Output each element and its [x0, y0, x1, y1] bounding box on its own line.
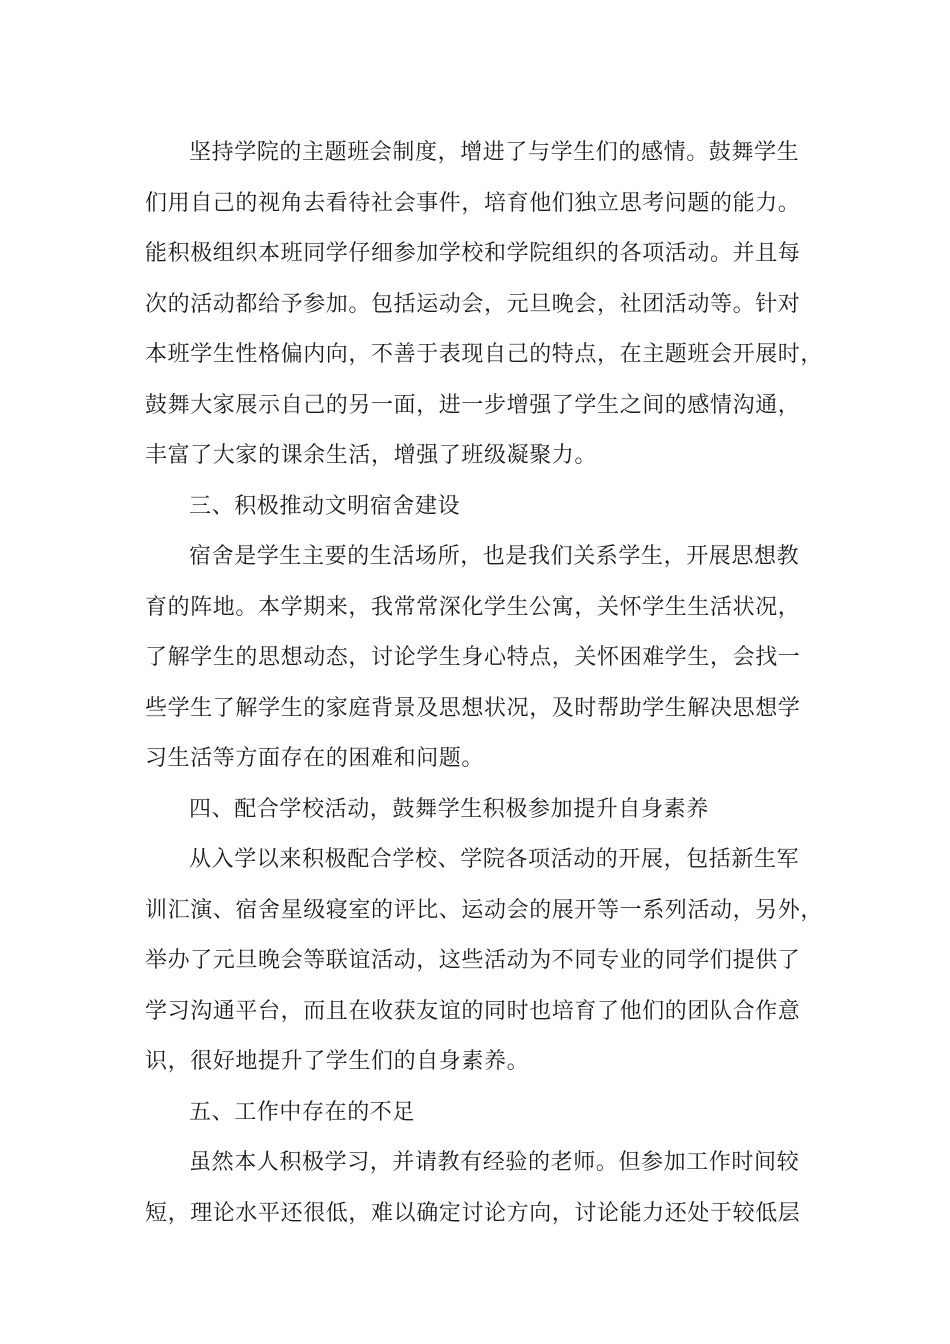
section-heading [145, 482, 825, 533]
text-line: 训汇演、宿舍星级寝室的评比、运动会的展开等一系列活动，另外， [145, 897, 824, 923]
document-body [145, 128, 825, 1239]
paragraph [145, 1138, 825, 1239]
text-line: 次的活动都给予参加。包括运动会，元旦晚会，社团活动等。针对 [145, 291, 801, 317]
text-line: 宿舍是学生主要的生活场所，也是我们关系学生，开展思想教 [189, 544, 800, 569]
paragraph [145, 835, 825, 1088]
paragraph [145, 128, 825, 482]
text-line: 丰富了大家的课余生活，增强了班级凝聚力。 [145, 443, 598, 468]
heading-text: 五、工作中存在的不足 [189, 1099, 416, 1125]
heading-text: 四、配合学校活动，鼓舞学生积极参加提升自身素养 [189, 796, 709, 822]
text-line: 了解学生的思想动态，讨论学生身心特点，关怀困难学生，会找一 [145, 645, 801, 670]
text-line: 短，理论水平还很低，难以确定讨论方向，讨论能力还处于较低层 [145, 1200, 801, 1226]
text-line: 习生活等方面存在的困难和问题。 [145, 746, 485, 771]
text-line: 坚持学院的主题班会制度，增进了与学生们的感情。鼓舞学生 [189, 140, 800, 165]
heading-text: 三、积极推动文明宿舍建设 [189, 493, 461, 519]
text-line: 从入学以来积极配合学校、学院各项活动的开展，包括新生军 [189, 847, 800, 872]
text-line: 育的阵地。本学期来，我常常深化学生公寓，关怀学生生活状况， [145, 594, 801, 620]
section-heading [145, 1088, 825, 1139]
text-line: 学习沟通平台，而且在收获友谊的同时也培育了他们的团队合作意 [145, 998, 801, 1024]
text-line: 本班学生性格偏内向，不善于表现自己的特点，在主题班会开展时， [145, 342, 824, 367]
text-line: 们用自己的视角去看待社会事件，培育他们独立思考问题的能力。 [145, 190, 801, 216]
text-line: 鼓舞大家展示自己的另一面，进一步增强了学生之间的感情沟通， [145, 392, 801, 418]
text-line: 能积极组织本班同学仔细参加学校和学院组织的各项活动。并且每 [145, 241, 801, 266]
text-line: 些学生了解学生的家庭背景及思想状况，及时帮助学生解决思想学 [145, 695, 801, 721]
text-line: 虽然本人积极学习，并请教有经验的老师。但参加工作时间较 [189, 1150, 800, 1175]
text-line: 识，很好地提升了学生们的自身素养。 [145, 1049, 530, 1074]
section-heading [145, 785, 825, 836]
text-line: 举办了元旦晚会等联谊活动，这些活动为不同专业的同学们提供了 [145, 948, 801, 973]
paragraph [145, 532, 825, 785]
